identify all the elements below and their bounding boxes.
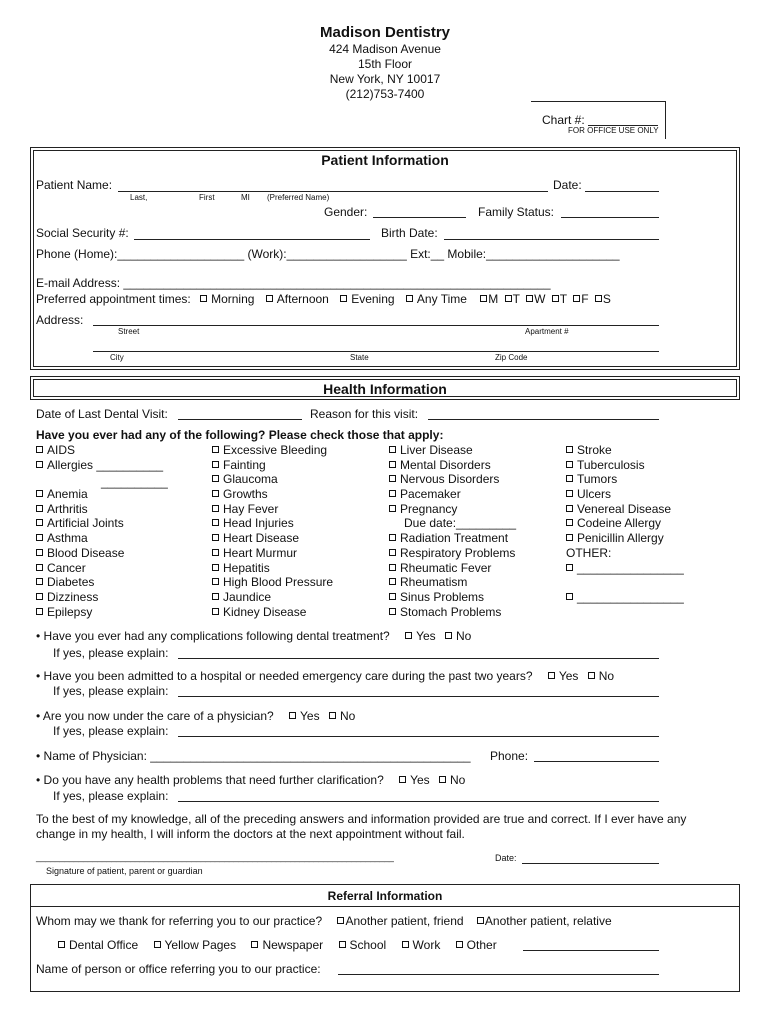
- signature-date-field[interactable]: [522, 863, 659, 864]
- pref-day-t[interactable]: T: [505, 292, 520, 306]
- condition-label: Fainting: [223, 457, 266, 472]
- condition-item[interactable]: [566, 531, 684, 546]
- condition-item[interactable]: [389, 605, 516, 620]
- checkbox[interactable]: [36, 549, 43, 556]
- patient-info-title: Patient Information: [321, 152, 449, 168]
- pref-day-w[interactable]: W: [526, 292, 545, 306]
- apartment-label: Apartment #: [525, 327, 569, 336]
- condition-label: Artificial Joints: [47, 516, 124, 531]
- condition-label: Anemia: [47, 487, 88, 502]
- condition-label: Pregnancy: [400, 501, 458, 516]
- q2-explain-field[interactable]: [178, 696, 659, 697]
- condition-item[interactable]: [566, 502, 684, 517]
- checkbox[interactable]: [212, 475, 219, 482]
- signature-date-label: Date:: [495, 853, 517, 863]
- condition-item[interactable]: [566, 458, 684, 473]
- checkbox[interactable]: [266, 295, 273, 302]
- condition-item[interactable]: [36, 531, 163, 546]
- q3-no[interactable]: No: [329, 709, 355, 723]
- condition-item: [566, 546, 684, 561]
- checkbox[interactable]: [566, 519, 573, 526]
- patient-name-field[interactable]: [118, 191, 548, 192]
- condition-item[interactable]: [389, 487, 516, 502]
- condition-label: Tumors: [577, 472, 618, 487]
- checkbox[interactable]: [389, 608, 396, 615]
- checkbox[interactable]: [566, 564, 573, 571]
- condition-item[interactable]: [566, 590, 684, 605]
- birth-date-label: Birth Date:: [381, 226, 438, 240]
- condition-label: Rheumatism: [400, 575, 468, 590]
- condition-label: Radiation Treatment: [400, 531, 509, 546]
- checkbox[interactable]: [212, 461, 219, 468]
- ref-other-field[interactable]: [523, 950, 659, 951]
- patient-name-label: Patient Name:: [36, 178, 113, 192]
- zip-label: Zip Code: [495, 353, 528, 362]
- condition-item[interactable]: [36, 561, 163, 576]
- condition-item[interactable]: [389, 443, 516, 458]
- condition-item[interactable]: [36, 605, 163, 620]
- conditions-col-3: [389, 443, 516, 619]
- condition-item[interactable]: [212, 575, 333, 590]
- condition-label: Growths: [223, 487, 268, 502]
- name-sub-preferred: (Preferred Name): [267, 193, 330, 202]
- conditions-col-4: [566, 443, 684, 605]
- date-label: Date:: [553, 178, 582, 192]
- ref-work[interactable]: Work: [402, 938, 441, 952]
- email-line[interactable]: E-mail Address: ________________________________________________________________: [36, 276, 551, 290]
- conditions-col-2: [212, 443, 333, 619]
- checkbox[interactable]: [36, 446, 43, 453]
- gender-label: Gender:: [324, 205, 368, 219]
- checkbox[interactable]: [212, 505, 219, 512]
- name-sub-last: Last,: [130, 193, 148, 202]
- condition-item[interactable]: [212, 443, 333, 458]
- condition-label: Excessive Bleeding: [223, 443, 328, 457]
- pref-day-th[interactable]: T: [552, 292, 567, 306]
- checkbox[interactable]: [389, 475, 396, 482]
- checkbox[interactable]: [212, 534, 219, 541]
- condition-label: High Blood Pressure: [223, 575, 334, 590]
- family-status-field[interactable]: [561, 217, 659, 218]
- condition-item[interactable]: [212, 472, 333, 487]
- checkbox[interactable]: [340, 295, 347, 302]
- pref-day-f[interactable]: F: [573, 292, 588, 306]
- condition-item[interactable]: [212, 502, 333, 517]
- condition-label: Asthma: [47, 531, 88, 546]
- referral-question: Whom may we thank for referring you to our practice?: [36, 914, 323, 928]
- checkbox[interactable]: [212, 446, 219, 453]
- conditions-question: Have you ever had any of the following? Please check those that apply:: [36, 428, 444, 442]
- checkbox[interactable]: [406, 295, 413, 302]
- checkbox[interactable]: [389, 549, 396, 556]
- physician-phone-label: Phone:: [490, 749, 529, 763]
- condition-label: Arthritis: [47, 501, 88, 516]
- q1-explain-field[interactable]: [178, 658, 659, 659]
- pref-day-s[interactable]: S: [595, 292, 611, 306]
- gender-field[interactable]: [373, 217, 466, 218]
- practice-address-1: 424 Madison Avenue: [329, 42, 441, 56]
- practice-name: Madison Dentistry: [319, 24, 451, 41]
- checkbox[interactable]: [566, 461, 573, 468]
- street-field[interactable]: [93, 325, 659, 326]
- condition-item[interactable]: [212, 516, 333, 531]
- chart-label: Chart #:: [542, 113, 585, 127]
- state-label: State: [350, 353, 369, 362]
- ref-yellow-pages[interactable]: Yellow Pages: [154, 938, 237, 952]
- checkbox[interactable]: [566, 446, 573, 453]
- allergies-extra-line[interactable]: __________: [101, 475, 168, 489]
- condition-label: Heart Disease: [223, 531, 300, 546]
- checkbox[interactable]: [36, 461, 43, 468]
- checkbox[interactable]: [389, 578, 396, 585]
- checkbox[interactable]: [36, 564, 43, 571]
- condition-label: OTHER:: [566, 545, 612, 560]
- practice-phone: (212)753-7400: [345, 87, 425, 101]
- phone-line[interactable]: Phone (Home):___________________ (Work):__________________ Ext:__ Mobile:____________________: [36, 247, 620, 261]
- date-field[interactable]: [585, 191, 659, 192]
- condition-item[interactable]: [36, 590, 163, 605]
- chart-note: FOR OFFICE USE ONLY: [568, 126, 659, 135]
- checkbox[interactable]: [212, 593, 219, 600]
- pref-anytime[interactable]: Any Time: [406, 292, 467, 306]
- condition-label: ________________: [577, 589, 684, 604]
- city-label: City: [110, 353, 124, 362]
- signature-line[interactable]: ____________________________________________________________________________: [36, 852, 394, 862]
- health-info-title: Health Information: [323, 381, 447, 397]
- condition-label: Glaucoma: [223, 472, 278, 487]
- condition-label: Jaundice: [223, 589, 272, 604]
- ssn-label: Social Security #:: [36, 226, 129, 240]
- condition-item[interactable]: [566, 516, 684, 531]
- q1-yes[interactable]: Yes: [405, 629, 436, 643]
- reason-field[interactable]: [428, 419, 659, 420]
- reason-label: Reason for this visit:: [310, 407, 419, 421]
- condition-label: AIDS: [47, 443, 76, 457]
- q3-yes[interactable]: Yes: [289, 709, 320, 723]
- condition-label: Hay Fever: [223, 501, 279, 516]
- condition-item[interactable]: [389, 502, 516, 517]
- condition-label: Kidney Disease: [223, 604, 307, 619]
- name-sub-mi: MI: [241, 193, 250, 202]
- attestation-line-1: To the best of my knowledge, all of the preceding answers and information provided are true and correct. If I ever have any: [36, 812, 687, 826]
- condition-label: ________________: [577, 560, 684, 575]
- condition-item: [566, 575, 684, 590]
- last-visit-field[interactable]: [178, 419, 302, 420]
- condition-item[interactable]: [389, 458, 516, 473]
- checkbox[interactable]: [212, 490, 219, 497]
- referral-options-row: [58, 938, 497, 952]
- condition-item[interactable]: [389, 590, 516, 605]
- condition-item[interactable]: [212, 605, 333, 620]
- checkbox[interactable]: [212, 608, 219, 615]
- q3-explain-field[interactable]: [178, 736, 659, 737]
- referrer-name-field[interactable]: [338, 974, 659, 975]
- condition-label: Heart Murmur: [223, 545, 298, 560]
- checkbox[interactable]: [36, 608, 43, 615]
- q-hospital-text: • Have you been admitted to a hospital or needed emergency care during the past two years?: [36, 669, 533, 683]
- street-label: Street: [118, 327, 140, 336]
- ref-school[interactable]: School: [339, 938, 387, 952]
- referral-title: Referral Information: [327, 889, 443, 903]
- signature-label: Signature of patient, parent or guardian: [46, 866, 203, 876]
- practice-city: New York, NY 10017: [329, 72, 441, 86]
- q-clarification-text: • Do you have any health problems that need further clarification?: [36, 773, 384, 787]
- condition-label: Ulcers: [577, 487, 612, 502]
- condition-label: Liver Disease: [400, 443, 473, 457]
- q5-explain-label: If yes, please explain:: [53, 789, 169, 803]
- condition-item[interactable]: [212, 590, 333, 605]
- checkbox[interactable]: [36, 519, 43, 526]
- q-physician-care: [36, 709, 355, 723]
- pref-day-m[interactable]: M: [480, 292, 498, 306]
- condition-label: Respiratory Problems: [400, 545, 516, 560]
- condition-item[interactable]: [36, 546, 163, 561]
- preferred-times-row: [36, 292, 611, 306]
- condition-label: Epilepsy: [47, 604, 93, 619]
- condition-item[interactable]: [212, 561, 333, 576]
- condition-label: Hepatitis: [223, 560, 270, 575]
- checkbox[interactable]: [566, 475, 573, 482]
- checkbox[interactable]: [566, 505, 573, 512]
- q-clarification: [36, 773, 465, 787]
- condition-item[interactable]: [389, 531, 516, 546]
- birth-date-field[interactable]: [444, 239, 659, 240]
- checkbox[interactable]: [212, 564, 219, 571]
- checkbox[interactable]: [36, 490, 43, 497]
- ref-dental-office[interactable]: Dental Office: [58, 938, 138, 952]
- checkbox[interactable]: [566, 534, 573, 541]
- checkbox[interactable]: [389, 564, 396, 571]
- ref-opt-friend[interactable]: Another patient, friend: [337, 914, 463, 928]
- last-visit-label: Date of Last Dental Visit:: [36, 407, 168, 421]
- condition-item[interactable]: [566, 561, 684, 576]
- physician-name-line[interactable]: • Name of Physician: ________________________________________________: [36, 749, 471, 763]
- condition-label: Due date:_________: [404, 516, 517, 531]
- checkbox[interactable]: [36, 505, 43, 512]
- condition-label: Dizziness: [47, 589, 99, 604]
- q2-yes[interactable]: Yes: [548, 669, 579, 683]
- q2-no[interactable]: No: [588, 669, 614, 683]
- condition-item[interactable]: [389, 472, 516, 487]
- checkbox[interactable]: [36, 578, 43, 585]
- q-hospital: [36, 669, 614, 683]
- checkbox[interactable]: [389, 593, 396, 600]
- condition-label: Rheumatic Fever: [400, 560, 492, 575]
- condition-item[interactable]: [212, 531, 333, 546]
- condition-item[interactable]: [389, 546, 516, 561]
- referrer-name-label: Name of person or office referring you to our practice:: [36, 962, 321, 976]
- checkbox[interactable]: [36, 534, 43, 541]
- condition-label: Cancer: [47, 560, 86, 575]
- checkbox[interactable]: [212, 578, 219, 585]
- q-complications: [36, 629, 471, 643]
- condition-label: Head Injuries: [223, 516, 294, 531]
- condition-label: Venereal Disease: [577, 501, 672, 516]
- checkbox[interactable]: [566, 593, 573, 600]
- physician-phone-field[interactable]: [534, 761, 659, 762]
- checkbox[interactable]: [389, 534, 396, 541]
- condition-label: Stroke: [577, 443, 612, 457]
- condition-item[interactable]: [36, 502, 163, 517]
- condition-item: [389, 516, 516, 531]
- condition-item[interactable]: [566, 487, 684, 502]
- conditions-col-1: [36, 443, 163, 619]
- condition-item[interactable]: [566, 443, 684, 458]
- checkbox[interactable]: [200, 295, 207, 302]
- condition-item[interactable]: [212, 458, 333, 473]
- checkbox[interactable]: [389, 446, 396, 453]
- condition-label: Diabetes: [47, 575, 95, 590]
- condition-item[interactable]: [389, 575, 516, 590]
- condition-label: Stomach Problems: [400, 604, 502, 619]
- address-label: Address:: [36, 313, 84, 327]
- condition-item[interactable]: [36, 458, 163, 473]
- condition-item[interactable]: [212, 487, 333, 502]
- condition-item[interactable]: [36, 443, 163, 458]
- preferred-times-label: Preferred appointment times:: [36, 292, 191, 306]
- checkbox[interactable]: [389, 461, 396, 468]
- ref-opt-relative[interactable]: Another patient, relative: [477, 914, 612, 928]
- checkbox[interactable]: [566, 490, 573, 497]
- q-complications-text: • Have you ever had any complications following dental treatment?: [36, 629, 390, 643]
- checkbox[interactable]: [212, 519, 219, 526]
- condition-label: Nervous Disorders: [400, 472, 500, 487]
- q1-explain-label: If yes, please explain:: [53, 646, 169, 660]
- pref-evening[interactable]: Evening: [340, 292, 394, 306]
- condition-label: Penicillin Allergy: [577, 531, 664, 546]
- q5-explain-field[interactable]: [178, 801, 659, 802]
- ref-newspaper[interactable]: Newspaper: [251, 938, 323, 952]
- condition-label: Allergies __________: [47, 457, 164, 472]
- referral-question-row: [36, 914, 612, 928]
- practice-address-2: 15th Floor: [357, 57, 413, 71]
- family-status-label: Family Status:: [478, 205, 555, 219]
- condition-item[interactable]: [36, 516, 163, 531]
- checkbox[interactable]: [389, 490, 396, 497]
- condition-label: Tuberculosis: [577, 457, 645, 472]
- q5-no[interactable]: No: [439, 773, 465, 787]
- condition-label: Codeine Allergy: [577, 516, 662, 531]
- q3-explain-label: If yes, please explain:: [53, 724, 169, 738]
- city-state-zip-field[interactable]: [93, 351, 659, 352]
- checkbox[interactable]: [212, 549, 219, 556]
- condition-label: Pacemaker: [400, 487, 461, 502]
- pref-morning[interactable]: Morning: [200, 292, 254, 306]
- checkbox[interactable]: [36, 593, 43, 600]
- q-physician-care-text: • Are you now under the care of a physician?: [36, 709, 274, 723]
- name-sub-first: First: [199, 193, 215, 202]
- q5-yes[interactable]: Yes: [399, 773, 430, 787]
- ref-other[interactable]: Other: [456, 938, 497, 952]
- condition-item[interactable]: [566, 472, 684, 487]
- referral-title-divider: [31, 906, 739, 907]
- q2-explain-label: If yes, please explain:: [53, 684, 169, 698]
- condition-item[interactable]: [36, 575, 163, 590]
- condition-item[interactable]: [389, 561, 516, 576]
- checkbox[interactable]: [389, 505, 396, 512]
- pref-afternoon[interactable]: Afternoon: [266, 292, 329, 306]
- ssn-field[interactable]: [134, 239, 370, 240]
- attestation-line-2: change in my health, I will inform the doctors at the next appointment without fail.: [36, 827, 465, 841]
- condition-label: Sinus Problems: [400, 589, 485, 604]
- condition-label: Mental Disorders: [400, 457, 491, 472]
- q1-no[interactable]: No: [445, 629, 471, 643]
- condition-label: Blood Disease: [47, 545, 125, 560]
- condition-item[interactable]: [212, 546, 333, 561]
